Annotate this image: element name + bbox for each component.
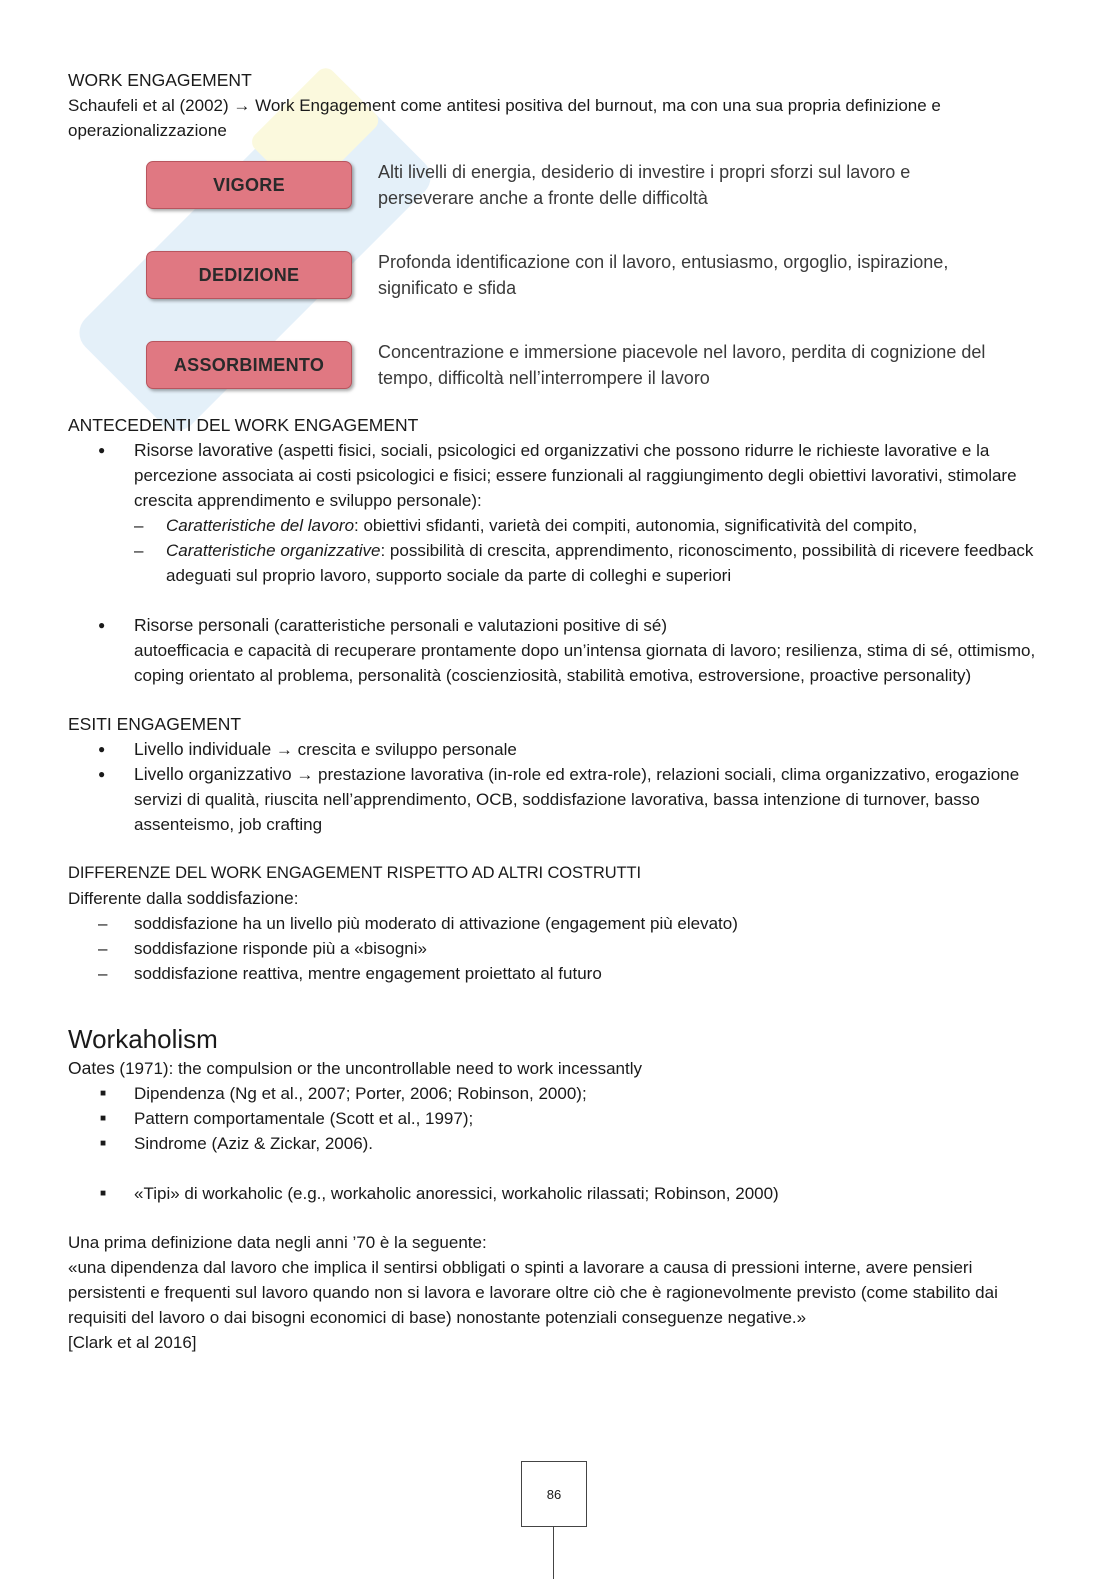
section-title-antecedents: ANTECEDENTI DEL WORK ENGAGEMENT (68, 415, 419, 435)
definition-source: [Clark et al 2016] (68, 1333, 197, 1352)
differences-list (68, 911, 1048, 986)
list-item: – Caratteristiche del lavoro: obiettivi sfidanti, varietà dei compiti, autonomia, significatività del compito, (134, 513, 1048, 538)
list-item: – soddisfazione reattiva, mentre engagement proiettato al futuro (68, 961, 1048, 986)
term: Risorse personali (134, 615, 270, 635)
section-title-outcomes: ESITI ENGAGEMENT (68, 714, 242, 734)
list-item: – soddisfazione ha un livello più moderato di attivazione (engagement più elevato) (68, 911, 1048, 936)
page-number: 86 (521, 1461, 587, 1527)
dimension-description: Concentrazione e immersione piacevole nel lavoro, perdita di cognizione del tempo, difficoltà nell’interrompere il lavoro (378, 342, 986, 388)
arrow-icon: → (233, 96, 251, 115)
dimension-row (146, 249, 986, 301)
list-item: ● Risorse lavorative (aspetti fisici, sociali, psicologici ed organizzativi che possono ridurre le richieste lavorative e la percezione associata ai costi psicologici e fisici; essere funzionali al raggiungimento degli obiettivi lavorativi, stimolare crescita apprendimento e sviluppo personale): – Caratteristiche del lavoro: obiettivi sfidanti, varietà dei compiti, autonomia, significatività del compito, – Caratteristiche organizzative: possibilità di crescita, apprendimento, riconoscimento, possibilità di ricevere feedback adeguati sul proprio lavoro, supporto sociale da parte di colleghi e superiori (68, 438, 1048, 588)
list-item: ■ Dipendenza (Ng et al., 2007; Porter, 2006; Robinson, 2000); (68, 1081, 1048, 1106)
engagement-dimensions-figure (146, 159, 986, 391)
footer-divider (553, 1526, 554, 1579)
section-title-differences: DIFFERENZE DEL WORK ENGAGEMENT RISPETTO AD ALTRI COSTRUTTI (68, 864, 641, 882)
workaholism-list (68, 1081, 1048, 1206)
list-item: ● Livello organizzativo → prestazione lavorativa (in-role ed extra-role), relazioni sociali, clima organizzativo, erogazione servizi di qualità, riuscita nell’apprendimento, OCB, soddisfazione lavorativa, bassa intenzione di turnover, basso assenteismo, job crafting (68, 762, 1048, 837)
intro-paragraph: Schaufeli et al (2002) → Work Engagement come antitesi positiva del burnout, ma con una sua propria definizione e operazionalizzazione (68, 96, 941, 140)
section-title-workaholism: Workaholism (68, 1024, 218, 1054)
list-item: ■ Sindrome (Aziz & Zickar, 2006). (68, 1131, 1048, 1156)
outcomes-list (68, 737, 1048, 837)
dimension-row (146, 159, 986, 211)
list-item: – soddisfazione risponde più a «bisogni» (68, 936, 1048, 961)
list-item: ■ Pattern comportamentale (Scott et al., 1997); (68, 1106, 1048, 1131)
list-item: ● Livello individuale → crescita e sviluppo personale (68, 737, 1048, 762)
antecedents-list (68, 438, 1048, 688)
dimension-label: DEDIZIONE (146, 251, 352, 299)
dimension-row (146, 339, 986, 391)
list-item: ● Risorse personali (caratteristiche personali e valutazioni positive di sé) autoefficacia e capacità di recuperare prontamente dopo un’intensa giornata di lavoro; resilienza, stima di sé, ottimismo, coping orientato al problema, personalità (coscienziosità, stabilità emotiva, estroversione, proactive personality) (68, 613, 1048, 688)
sub-list (134, 513, 1048, 588)
section-title-work-engagement: WORK ENGAGEMENT (68, 70, 252, 90)
list-item: ■ «Tipi» di workaholic (e.g., workaholic anoressici, workaholic rilassati; Robinson, 2000) (68, 1181, 1048, 1206)
oates-definition: Oates (1971): the compulsion or the uncontrollable need to work incessantly (68, 1058, 643, 1078)
dimension-description: Profonda identificazione con il lavoro, entusiasmo, orgoglio, ispirazione, significato e sfida (378, 252, 949, 298)
arrow-icon: → (291, 765, 319, 784)
dimension-label: VIGORE (146, 161, 352, 209)
dimension-label: ASSORBIMENTO (146, 341, 352, 389)
term: Risorse lavorative (134, 440, 274, 460)
dimension-description: Alti livelli di energia, desiderio di investire i propri sforzi sul lavoro e perseverare anche a fronte delle difficoltà (378, 162, 911, 208)
differences-intro: Differente dalla soddisfazione: (68, 888, 299, 908)
arrow-icon: → (271, 740, 298, 759)
definition-quote: «una dipendenza dal lavoro che implica il sentirsi obbligati o spinti a lavorare a causa di pressioni interne, avere pensieri persistenti e frequenti sul lavoro quando non si lavora e lavorare oltre ciò che è ragionevolmente previsto (come stabilito dai requisiti del lavoro o dai bisogni economici di base) nonostante potenziali conseguenze negative.» (68, 1258, 998, 1327)
definition-intro: Una prima definizione data negli anni ’70 è la seguente: (68, 1233, 487, 1252)
list-item: – Caratteristiche organizzative: possibilità di crescita, apprendimento, riconoscimento, possibilità di ricevere feedback adeguati sul proprio lavoro, supporto sociale da parte di colleghi e superiori (134, 538, 1048, 588)
